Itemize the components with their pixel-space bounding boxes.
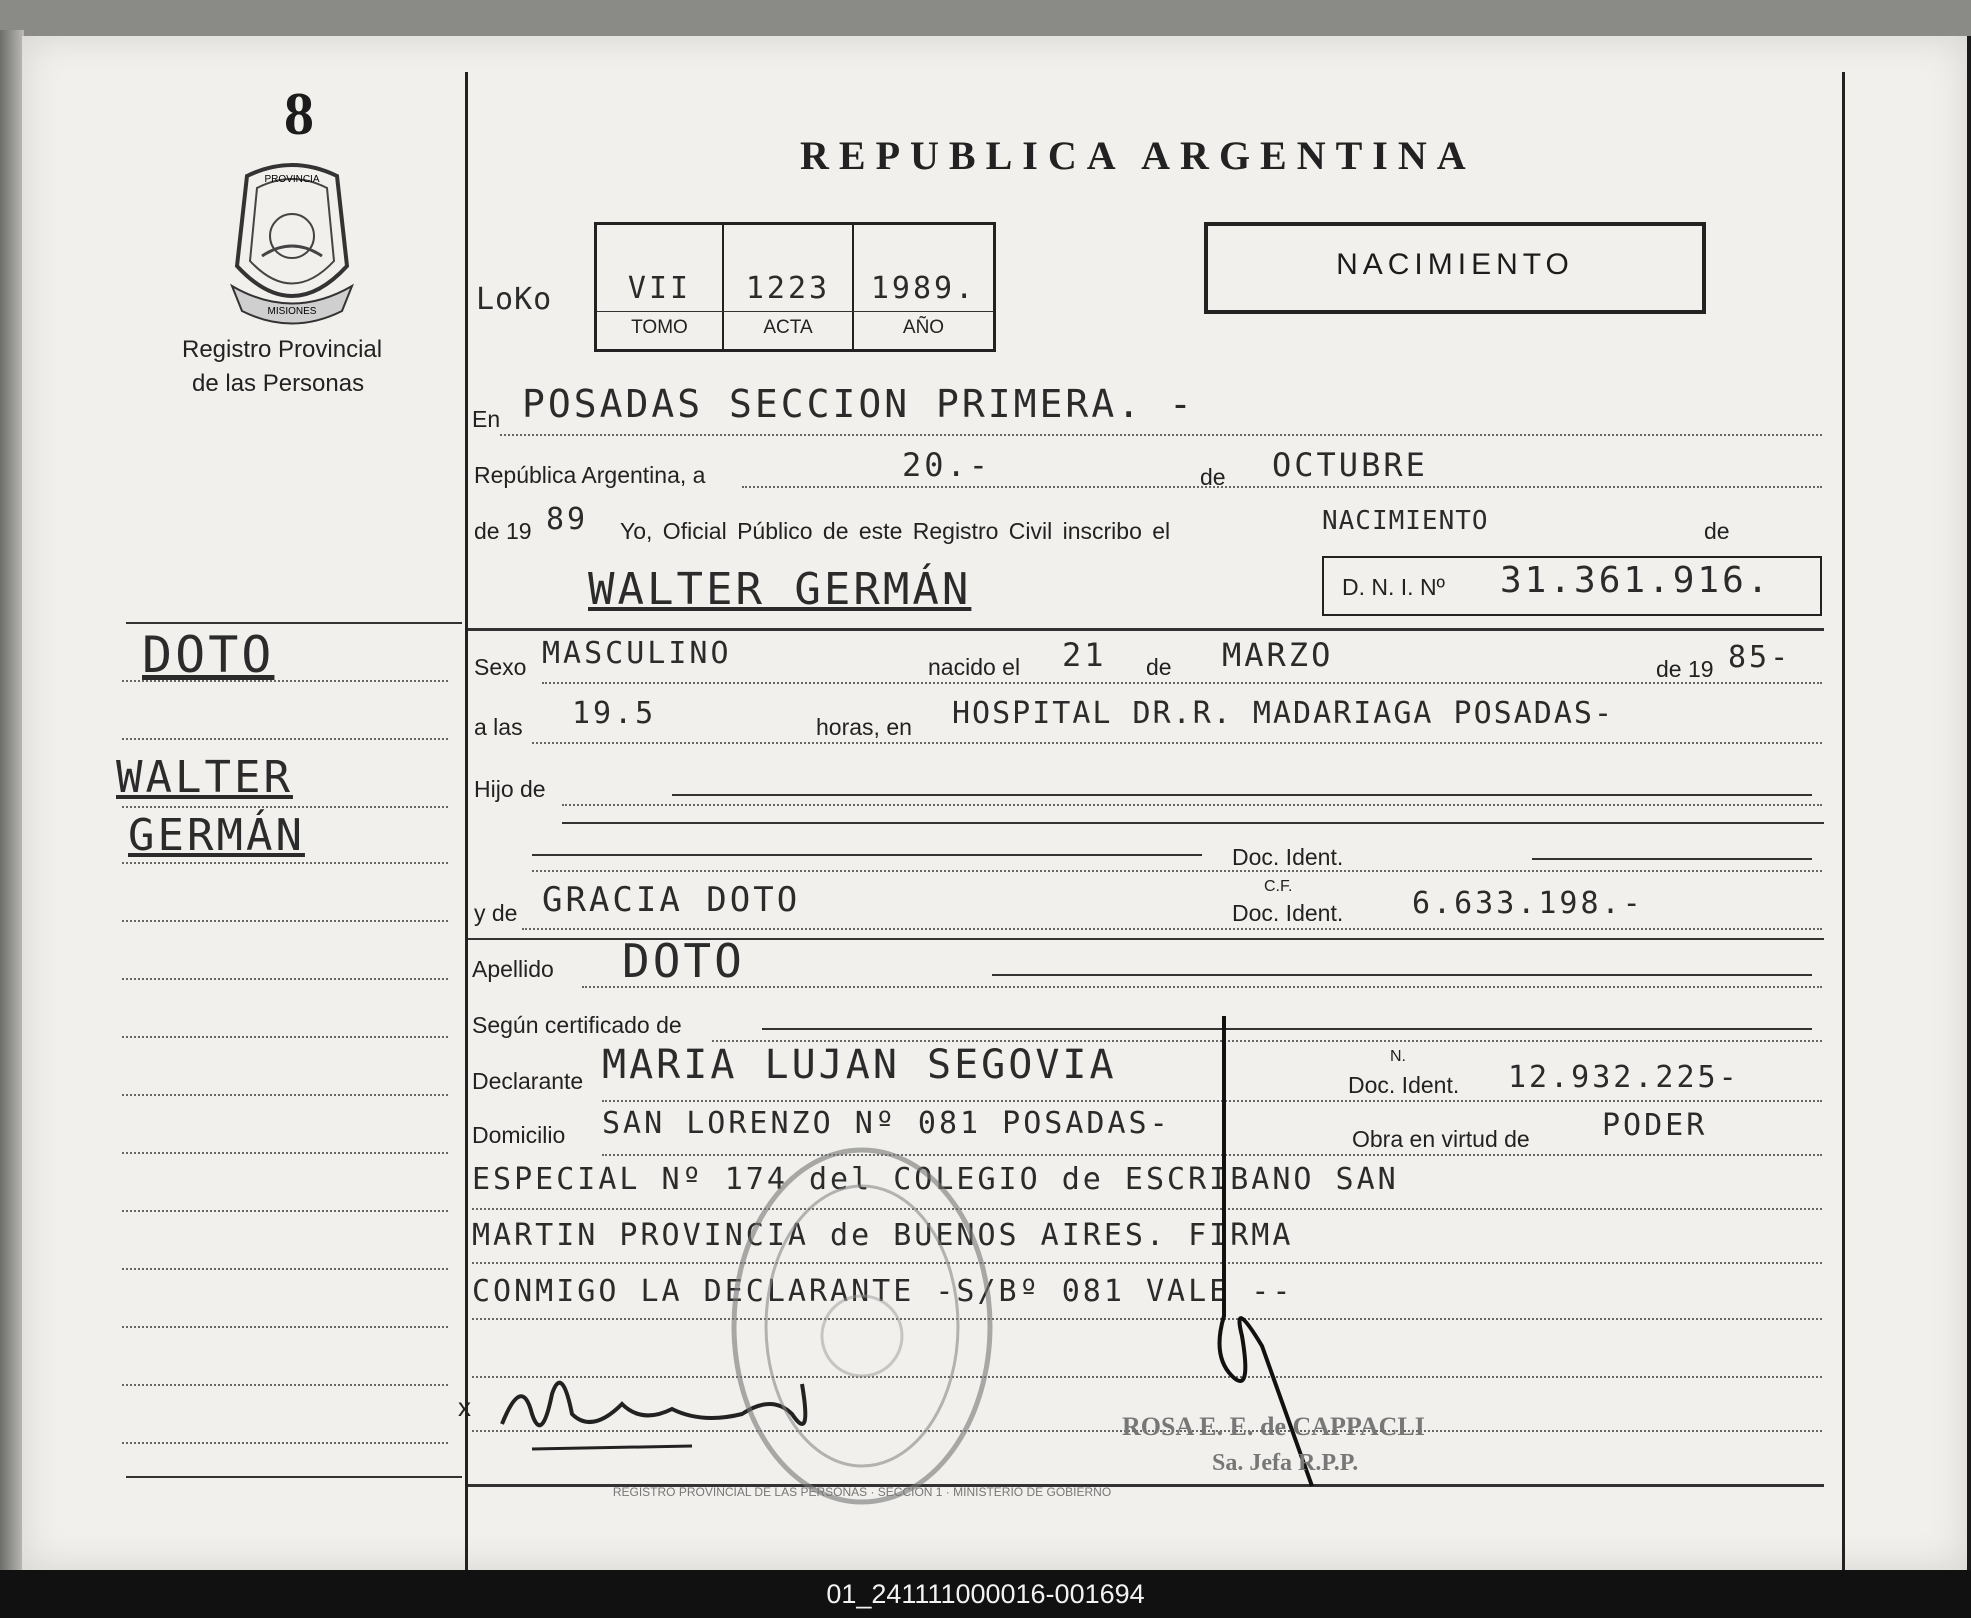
struck-line bbox=[672, 794, 1812, 796]
dni-value: 31.361.916. bbox=[1500, 560, 1772, 601]
margin-dotted-line bbox=[122, 1152, 448, 1154]
country-title: REPUBLICA ARGENTINA bbox=[800, 133, 1476, 178]
hour-value: 19.5 bbox=[572, 696, 657, 731]
page-number: 8 bbox=[284, 81, 314, 147]
province-seal-icon bbox=[222, 156, 362, 336]
mother-doc-value: 6.633.198.- bbox=[1412, 886, 1644, 921]
en-label: En bbox=[472, 406, 501, 432]
observation-line-3: CONMIGO LA DECLARANTE -S/Bº 081 VALE -- bbox=[472, 1274, 1294, 1309]
ano-label: AÑO bbox=[902, 317, 945, 338]
struck-line bbox=[992, 974, 1812, 976]
margin-dotted-line bbox=[122, 806, 448, 808]
field-dotted-line bbox=[542, 682, 1822, 684]
day-value: 20.- bbox=[902, 446, 992, 484]
margin-dotted-line bbox=[122, 1210, 448, 1212]
sexo-value: MASCULINO bbox=[542, 636, 732, 671]
declarante-doc-label: Doc. Ident. bbox=[1348, 1072, 1460, 1098]
sexo-label: Sexo bbox=[474, 654, 527, 680]
book-edge bbox=[0, 30, 24, 1570]
a-las-label: a las bbox=[474, 714, 523, 740]
year-prefix-label: de 19 bbox=[474, 518, 532, 544]
registry-line-1: Registro Provincial bbox=[182, 336, 383, 363]
field-dotted-line bbox=[742, 486, 1822, 488]
birth-place: HOSPITAL DR.R. MADARIAGA POSADAS- bbox=[952, 696, 1615, 731]
dni-box bbox=[1322, 556, 1822, 616]
margin-dotted-line bbox=[122, 1384, 448, 1386]
loko-note: LoKo bbox=[476, 282, 553, 317]
seal-bottom-text: MISIONES bbox=[267, 306, 317, 317]
image-caption: 01_241111000016-001694 bbox=[0, 1570, 1971, 1618]
republica-label: República Argentina, a bbox=[474, 462, 706, 488]
field-dotted-line bbox=[582, 986, 1822, 988]
margin-dotted-line bbox=[122, 1268, 448, 1270]
book-reference-table bbox=[594, 222, 996, 352]
obra-value: PODER bbox=[1602, 1108, 1708, 1143]
margin-dotted-line bbox=[122, 1036, 448, 1038]
child-name: WALTER GERMÁN bbox=[588, 564, 972, 615]
declarante-doc-value: 12.932.225- bbox=[1508, 1060, 1740, 1095]
de-label-3: de bbox=[1146, 654, 1172, 680]
official-name: ROSA E. E. de CAPPACLI bbox=[1122, 1412, 1425, 1441]
act-type-box bbox=[1204, 222, 1706, 314]
month-value: OCTUBRE bbox=[1272, 446, 1428, 484]
mother-doc-label: Doc. Ident. bbox=[1232, 900, 1344, 926]
section-rule bbox=[468, 628, 1824, 631]
field-dotted-line bbox=[532, 742, 1822, 744]
de-label-2: de bbox=[1704, 518, 1730, 544]
table-row-divider bbox=[597, 311, 993, 312]
margin-dotted-line bbox=[122, 1442, 448, 1444]
stamp-text: REGISTRO PROVINCIAL DE LAS PERSONAS · SECCION 1 · MINISTERIO DE GOBIERNO bbox=[612, 1485, 1112, 1499]
observation-line-2: MARTIN PROVINCIA de BUENOS AIRES. FIRMA bbox=[472, 1218, 1294, 1253]
margin-name-1: WALTER bbox=[116, 752, 293, 803]
apellido-value: DOTO bbox=[622, 934, 745, 988]
tomo-value: VII bbox=[627, 271, 692, 306]
apellido-label: Apellido bbox=[472, 956, 554, 982]
margin-surname: DOTO bbox=[142, 626, 275, 684]
seal-top-text: PROVINCIA bbox=[264, 174, 320, 185]
left-column-rule bbox=[465, 72, 468, 1570]
section-rule bbox=[562, 822, 1824, 824]
declarante-value: MARIA LUJAN SEGOVIA bbox=[602, 1042, 1117, 1088]
birth-year-suffix: 85- bbox=[1728, 640, 1792, 675]
official-title: Sa. Jefa R.P.P. bbox=[1212, 1450, 1359, 1476]
margin-dotted-line bbox=[122, 1326, 448, 1328]
act-type-value: NACIMIENTO bbox=[1322, 506, 1489, 536]
y-de-label: y de bbox=[474, 900, 518, 926]
field-dotted-line bbox=[472, 1262, 1822, 1264]
nacido-label: nacido el bbox=[928, 654, 1021, 680]
birth-month: MARZO bbox=[1222, 636, 1334, 674]
struck-line bbox=[532, 854, 1202, 856]
year-suffix: 89 bbox=[546, 502, 589, 537]
birth-certificate-page bbox=[22, 36, 1967, 1570]
left-top-rule bbox=[126, 622, 462, 624]
registry-line-2: de las Personas bbox=[192, 370, 365, 397]
margin-dotted-line bbox=[122, 978, 448, 980]
en-value: POSADAS SECCION PRIMERA. - bbox=[522, 382, 1195, 426]
tomo-label: TOMO bbox=[631, 317, 688, 338]
margin-name-2: GERMÁN bbox=[128, 810, 305, 861]
yo-text: Yo, Oficial Público de este Registro Civil inscribo el bbox=[620, 518, 1171, 544]
domicilio-value: SAN LORENZO Nº 081 POSADAS- bbox=[602, 1106, 1171, 1141]
observation-line-1: ESPECIAL Nº 174 del COLEGIO de ESCRIBANO SAN bbox=[472, 1162, 1399, 1197]
dni-label: D. N. I. Nº bbox=[1342, 574, 1445, 600]
horas-label: horas, en bbox=[816, 714, 912, 740]
birth-year-prefix: de 19 bbox=[1656, 656, 1714, 682]
field-dotted-line bbox=[472, 1208, 1822, 1210]
field-dotted-line bbox=[500, 434, 1822, 436]
left-bottom-rule bbox=[126, 1476, 462, 1478]
margin-dotted-line bbox=[122, 738, 448, 740]
n-mark: N. bbox=[1390, 1048, 1406, 1065]
field-dotted-line bbox=[562, 804, 1822, 806]
margin-dotted-line bbox=[122, 920, 448, 922]
field-dotted-line bbox=[522, 928, 1822, 930]
de-label: de bbox=[1200, 464, 1226, 490]
struck-line bbox=[1532, 858, 1812, 860]
segun-label: Según certificado de bbox=[472, 1012, 682, 1038]
hijo-label: Hijo de bbox=[474, 776, 546, 802]
right-margin-rule bbox=[1842, 72, 1845, 1570]
field-dotted-line bbox=[532, 870, 1822, 872]
obra-label: Obra en virtud de bbox=[1352, 1126, 1530, 1152]
margin-dotted-line bbox=[122, 862, 448, 864]
ano-value: 1989. bbox=[870, 271, 977, 306]
cf-mark: C.F. bbox=[1264, 878, 1293, 895]
domicilio-label: Domicilio bbox=[472, 1122, 566, 1148]
book-binding bbox=[0, 0, 1971, 36]
acta-label: ACTA bbox=[763, 317, 813, 338]
acta-value: 1223 bbox=[745, 271, 831, 306]
field-dotted-line bbox=[472, 1318, 1822, 1320]
margin-dotted-line bbox=[122, 680, 448, 682]
birth-day: 21 bbox=[1062, 636, 1107, 674]
father-doc-label: Doc. Ident. bbox=[1232, 844, 1344, 870]
act-type-label: NACIMIENTO bbox=[1336, 248, 1574, 281]
margin-dotted-line bbox=[122, 1094, 448, 1096]
signature-mark: x bbox=[458, 1392, 471, 1422]
declarante-label: Declarante bbox=[472, 1068, 584, 1094]
mother-name: GRACIA DOTO bbox=[542, 880, 801, 920]
